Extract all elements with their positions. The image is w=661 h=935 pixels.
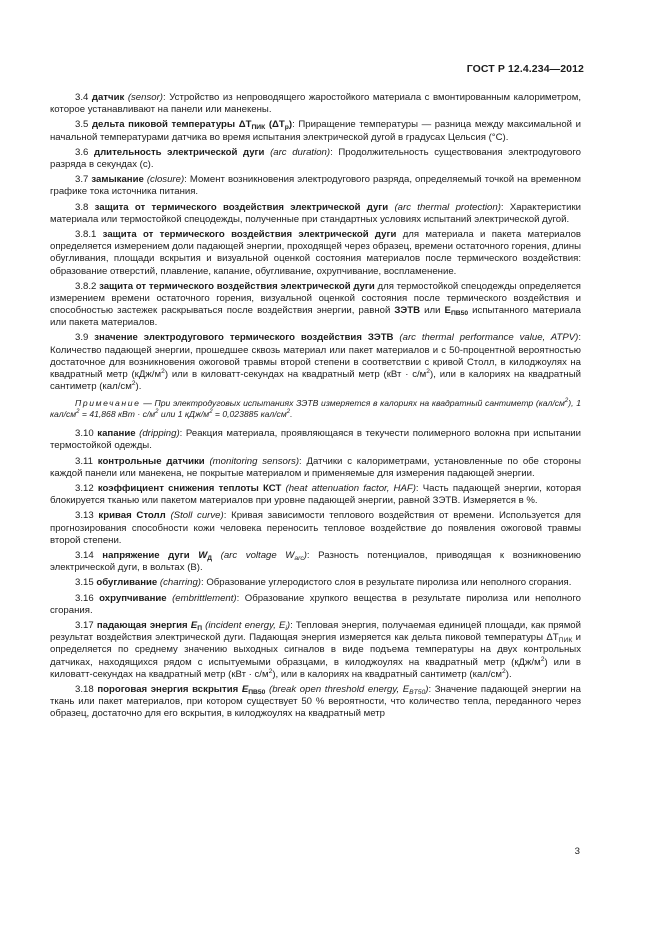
- clause-3-15: 3.15 обугливание (charring): Образование углеродистого слоя в результате пиролиза или неполного сгорания.: [75, 577, 572, 589]
- document-header: ГОСТ Р 12.4.234—2012: [466, 63, 584, 75]
- clause-3-8-2: 3.8.2 защита от термического воздействия электрической дуги для термостойкой спецодежды определяется измерением времени остаточного горения, визуальной оценкой состояния после термического воздействия и способностью застежек раскрываться после воздействия энергии, равной ЗЭТВ или $E_{ПВ50}$ испытанного материала или пакета материалов.: [50, 280, 582, 329]
- document-body: [50, 92, 581, 724]
- clause-3-8-1: 3.8.1 защита от термического воздействия электрической дуги для материала и пакета материалов определяется измерением доли падающей энергии, проходящей через образец, времени остаточного горения, длины обугливания, площади вскрытия и визуальной оценкой состояния материалов после термического воздействия: образование отверстий, плавление, капание, обугливание, охрупчивание, воспламенение.: [50, 229, 582, 277]
- clause-3-17: 3.17 падающая энергия $E_П$ (incident energy, $E_i$): Тепловая энергия, получаемая единицей площади, как прямой результат воздействия электрической дуги. Падающая энергия измеряется как дельта пиковой температуры $\Delta T_{ПИК}$ и определяется по среднему значению выходных сигналов в виде подъема температуры на двух контрольных датчиках, находящихся рядом с испытуемыми образцами, в килоджоулях на квадратный метр $(кДж/м^2)$ или в киловатт-секундах на квадратный метр $(кВт \cdot с/м^2)$, или в калориях на квадратный сантиметр $(кал/см^2)$.: [50, 620, 581, 680]
- clause-3-4: 3.4 датчик (sensor): Устройство из непроводящего жаростойкого материала с вмонтированным калориметром, которое устанавливают на панели или манекены.: [50, 92, 581, 116]
- clause-3-14: 3.14 напряжение дуги $W_Д$ (arc voltage $W_{arc}$): Разность потенциалов, приводящая к возникновению электрической дуги, в вольтах (В).: [50, 550, 581, 574]
- clause-3-11: 3.11 контрольные датчики (monitoring sensors): Датчики с калориметрами, установленные по обе стороны каждой панели или манекена, не покрытые материалом и применяемые для измерения падающей энергии.: [50, 455, 581, 479]
- clause-3-6: 3.6 длительность электрической дуги (arc duration): Продолжительность существования электродугового разряда в секундах (с).: [50, 146, 581, 170]
- clause-3-7: 3.7 замыкание (closure): Момент возникновения электродугового разряда, определяемый точкой на временном графике тока источника питания.: [50, 174, 581, 198]
- clause-3-10: 3.10 капание (dripping): Реакция материала, проявляющаяся в текучести полимерного волокна при испытании термостойкой одежды.: [50, 428, 581, 452]
- clause-3-8: 3.8 защита от термического воздействия электрической дуги (arc thermal protection): Характеристики материала или термостойкой спецодежды, полученные при стандартных условиях испытаний электрической дугой.: [50, 201, 581, 225]
- clause-3-5: 3.5 дельта пиковой температуры $\Delta T_{ПИК}$ $(\Delta T_p)$: Приращение температуры — разница между максимальной и начальной температурами датчика во время испытания электрической дугой в градусах Цельсия (°С).: [50, 119, 581, 143]
- clause-3-18: 3.18 пороговая энергия вскрытия $E_{ПВ50}$ (break open threshold energy, $E_{BT50}$): Значение падающей энергии на ткань или пакет материалов, при котором существует 50 % вероятности, что количество тепла, переданного через образец, достаточно для его вскрытия, в килоджоулях на квадратный метр: [50, 683, 581, 720]
- clause-3-16: 3.16 охрупчивание (embrittlement): Образование хрупкого вещества в результате пиролиза или неполного сгорания.: [50, 592, 581, 616]
- note-paragraph: Примечание — При электродуговых испытаниях ЗЭТВ измеряется в калориях на квадратный сантиметр $(кал/см^2)$, 1 кал/$см^2 = 41,868$ кВт · $с/м^2$ или 1 кДж/$м^2 = 0,023885$ кал/$см^2$.: [50, 398, 581, 420]
- page-number: 3: [574, 846, 580, 857]
- clause-3-12: 3.12 коэффициент снижения теплоты КСТ (heat attenuation factor, HAF): Часть падающей энергии, которая блокируется тканью или пакетом материалов при уровне падающей энергии, равной ЗЭТВ. Измеряется в %.: [50, 483, 582, 507]
- clause-3-13: 3.13 кривая Столл (Stoll curve): Кривая зависимости теплового воздействия от времени. Используется для прогнозирования способности кожи человека переносить тепловое воздействие до появления ожоговой травмы второй степени.: [50, 510, 581, 546]
- clause-3-9: 3.9 значение электродугового термического воздействия ЗЭТВ (arc thermal performance value, ATPV): Количество падающей энергии, прошедшее сквозь материал или пакет материалов и с 50-процентной вероятностью достаточное для возникновения ожоговой травмы второй степени в соответствии с кривой Столл, в килоджоулях на квадратный метр $(кДж/м^2)$ или в киловатт-секундах на квадратный метр $(кВт \cdot с/м^2)$, или в калориях на квадратный сантиметр $(кал/см^2)$.: [50, 332, 581, 393]
